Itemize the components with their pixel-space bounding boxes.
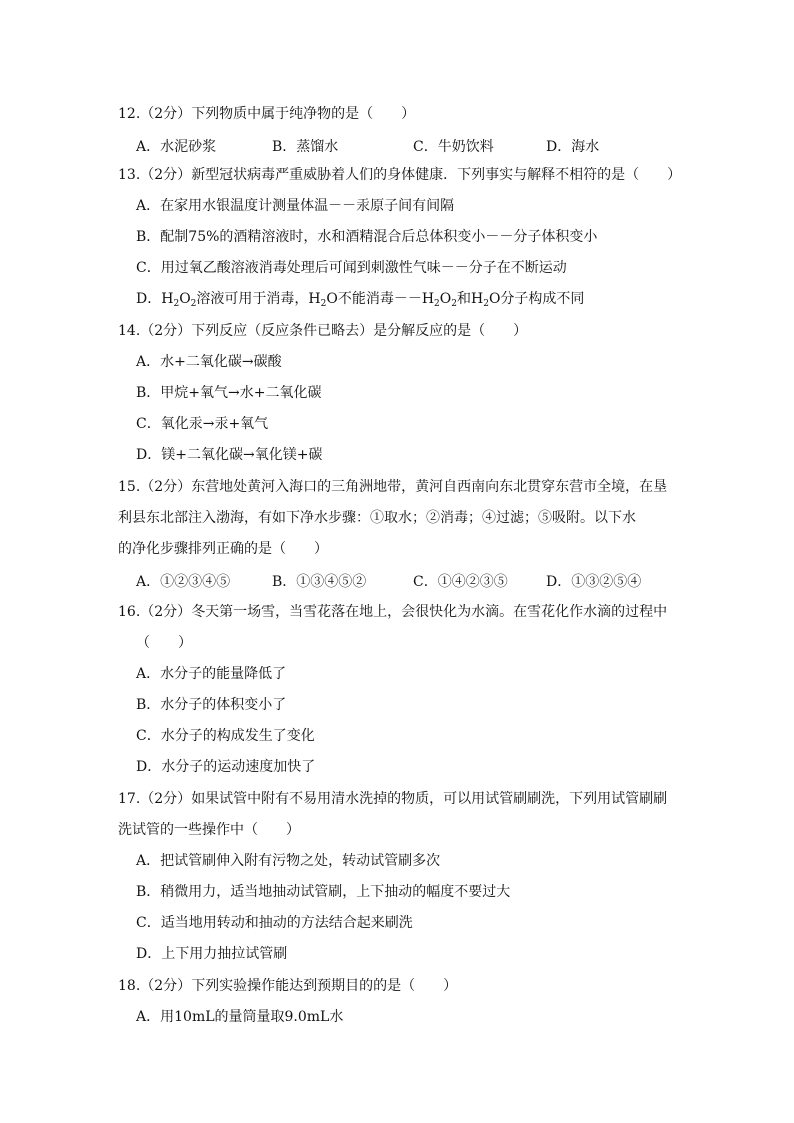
- question-15-stem-line-2: 利县东北部注入渤海，有如下净水步骤：①取水；②消毒；④过滤；⑤吸附。以下水: [118, 510, 636, 526]
- question-score: （2分）: [140, 323, 192, 339]
- question-12-option-b: B．蒸馏水: [272, 139, 339, 155]
- question-12-option-d: D．海水: [546, 139, 600, 155]
- question-14-option-a: A．水+二氧化碳→碳酸: [136, 354, 282, 370]
- question-score: （2分）: [140, 978, 192, 994]
- question-12-option-a: A．水泥砂浆: [136, 139, 217, 155]
- question-15-option-d: D．①③②⑤④: [546, 574, 642, 590]
- question-17-stem-line-2: 洗试管的一些操作中（ ）: [118, 822, 300, 838]
- question-number: 18.: [118, 978, 141, 994]
- question-12-option-c: C．牛奶饮料: [413, 139, 494, 155]
- question-15-stem-line-3: 的净化步骤排列正确的是（ ）: [118, 541, 328, 557]
- question-13-option-c: C．用过氧乙酸溶液消毒处理后可闻到刺激性气味－－分子在不断运动: [136, 260, 567, 276]
- question-17-option-b: B．稍微用力，适当地抽动试管刷，上下抽动的幅度不要过大: [136, 884, 511, 900]
- question-text: 如果试管中附有不易用清水洗掉的物质，可以用试管刷刷洗，下列用试管刷刷: [191, 791, 668, 807]
- question-number: 17.: [118, 791, 141, 807]
- question-number: 16.: [118, 604, 141, 620]
- question-18-option-a: A．用10mL的量筒量取9.0mL水: [136, 1009, 344, 1025]
- question-16-option-a: A．水分子的能量降低了: [136, 666, 287, 682]
- question-14-option-d: D．镁+二氧化碳→氧化镁+碳: [136, 447, 323, 463]
- question-number: 14.: [118, 323, 141, 339]
- question-16-option-b: B．水分子的体积变小了: [136, 697, 287, 713]
- question-text: 冬天第一场雪，当雪花落在地上，会很快化为水滴。在雪花化作水滴的过程中: [191, 604, 668, 620]
- question-16-stem: [118, 603, 667, 621]
- question-14-option-b: B．甲烷+氧气→水+二氧化碳: [136, 385, 322, 401]
- question-text: 东营地处黄河入海口的三角洲地带，黄河自西南向东北贯穿东营市全境，在垦: [191, 479, 668, 495]
- question-score: （2分）: [140, 479, 192, 495]
- question-18-stem: [118, 977, 457, 995]
- question-15-option-a: A．①②③④⑤: [136, 574, 231, 590]
- question-number: 13.: [118, 167, 141, 183]
- question-12-stem: [118, 105, 415, 123]
- question-15-option-b: B．①③④⑤②: [272, 574, 367, 590]
- question-number: 15.: [118, 479, 141, 495]
- question-15-option-c: C．①④②③⑤: [413, 574, 508, 590]
- question-15-stem: [118, 478, 667, 496]
- question-14-stem: [118, 322, 527, 340]
- question-score: （2分）: [140, 604, 192, 620]
- question-score: （2分）: [140, 791, 192, 807]
- question-13-option-d: D．$H_2O_2$溶液可用于消毒，$H_2O$不能消毒$--H_2O_2$和$H_2O$分子构成不同: [136, 291, 585, 309]
- question-13-stem: [118, 166, 681, 184]
- question-16-option-d: D．水分子的运动速度加快了: [136, 759, 316, 775]
- question-13-option-b: B．配制75%的酒精溶液时，水和酒精混合后总体积变小－－分子体积变小: [136, 229, 598, 245]
- question-number: 12.: [118, 106, 141, 122]
- question-13-option-a: A．在家用水银温度计测量体温－－汞原子间有间隔: [136, 198, 455, 214]
- question-17-option-c: C．适当地用转动和抽动的方法结合起来刷洗: [136, 915, 413, 931]
- question-text: 下列物质中属于纯净物的是（ ）: [191, 106, 416, 122]
- question-17-stem: [118, 790, 667, 808]
- question-score: （2分）: [140, 106, 192, 122]
- question-17-option-d: D．上下用力抽拉试管刷: [136, 946, 288, 962]
- question-text: 下列反应（反应条件已略去）是分解反应的是（ ）: [191, 323, 528, 339]
- question-16-stem-line-2: （ ）: [136, 635, 192, 651]
- question-text: 下列实验操作能达到预期目的的是（ ）: [191, 978, 458, 994]
- question-text: 新型冠状病毒严重威胁着人们的身体健康．下列事实与解释不相符的是（ ）: [191, 167, 682, 183]
- question-17-option-a: A．把试管刷伸入附有污物之处，转动试管刷多次: [136, 853, 441, 869]
- question-16-option-c: C．水分子的构成发生了变化: [136, 728, 315, 744]
- question-score: （2分）: [140, 167, 192, 183]
- question-14-option-c: C．氧化汞→汞+氧气: [136, 416, 269, 432]
